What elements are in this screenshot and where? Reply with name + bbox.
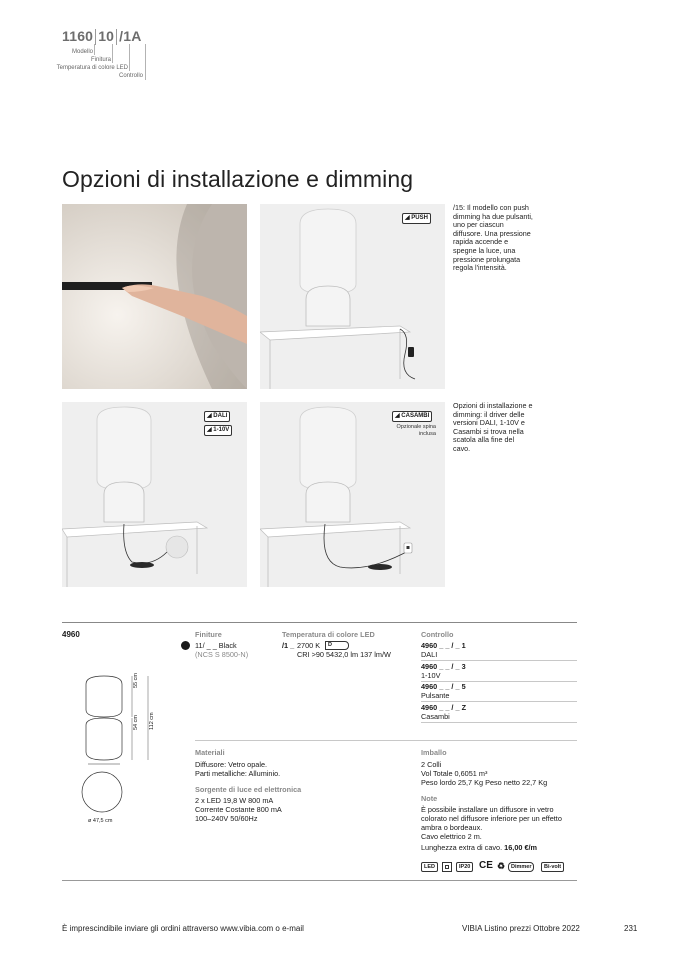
page-title: Opzioni di installazione e dimming xyxy=(62,166,414,192)
control-label: Controllo xyxy=(421,630,454,639)
source-label: Sorgente di luce ed elettronica xyxy=(195,785,302,794)
cable-text: Cavo elettrico 2 m. xyxy=(421,832,482,841)
tag-1-10v: ◢ 1-10V xyxy=(204,425,232,436)
packaging-label: Imballo xyxy=(421,748,447,757)
side-note-push: /15: Il modello con push dimming ha due pulsanti, uno per ciascun diffusore. Una pressione rapida accende e spegne la luce, una pressione prolungata regola l'intensità. xyxy=(453,203,533,273)
notes-label: Note xyxy=(421,794,438,803)
legend-label-model: Modello xyxy=(71,49,93,55)
dim-lower: 54 cm xyxy=(133,715,139,730)
footer-left: È imprescindibile inviare gli ordini attraverso www.vibia.com o e-mail xyxy=(62,924,304,933)
finishes-label: Finiture xyxy=(195,630,222,639)
cct-specs: CRI >90 5432,0 lm 137 lm/W xyxy=(297,650,391,659)
extra-cable-label: Lunghezza extra di cavo. xyxy=(421,843,503,852)
bottom-divider xyxy=(62,880,577,881)
finish-ncs: (NCS S 8500-N) xyxy=(195,650,249,659)
code-control: /1A xyxy=(119,28,142,44)
legend-label-control: Controllo xyxy=(118,73,143,79)
ce-icon: CE xyxy=(479,860,493,871)
casambi-note: Opzionale spina inclusa xyxy=(396,424,436,437)
source-voltage: 100–240V 50/60Hz xyxy=(195,814,258,823)
dim-upper: 55 cm xyxy=(133,673,139,688)
dim-total: 112 cm xyxy=(149,712,155,730)
packaging-volume: Vol Totale 0,6051 m³ xyxy=(421,769,488,778)
extra-cable xyxy=(421,843,537,852)
legend-label-finish: Finitura xyxy=(90,57,111,63)
code-finish: 10 xyxy=(98,28,115,44)
control-row-casambi xyxy=(421,703,577,721)
control-code: 4960 _ _ / _ 3 xyxy=(421,662,466,671)
cct-code: /1 _ xyxy=(282,641,295,650)
material-diffuser: Diffusore: Vetro opale. xyxy=(195,760,268,769)
energy-class: D xyxy=(325,641,349,650)
photo-lamp-push xyxy=(260,204,445,389)
legend-label-cct: Temperatura di colore LED xyxy=(56,65,128,71)
control-row-pulsante xyxy=(421,682,577,700)
control-code: 4960 _ _ / _ 1 xyxy=(421,641,466,650)
finish-code: 11/ _ _ Black xyxy=(195,641,237,650)
tag-casambi: ◢ CASAMBI xyxy=(392,411,432,422)
control-code: 4960 _ _ / _ Z xyxy=(421,703,467,712)
photo-lamp-dali xyxy=(62,402,247,587)
product-model: 4960 xyxy=(62,630,80,639)
code-legend xyxy=(62,28,142,45)
product-drawing xyxy=(62,670,172,835)
finish-swatch xyxy=(181,641,190,650)
control-name: Pulsante xyxy=(421,691,450,700)
class-ii-icon xyxy=(442,862,452,872)
control-row-1-10v xyxy=(421,662,577,680)
control-name: DALI xyxy=(421,650,438,659)
notes-text: È possibile installare un diffusore in vetro colorato nel diffusore inferiore per un effetto ambra o bordeaux. xyxy=(421,805,562,832)
extra-cable-price: 16,00 €/m xyxy=(504,843,538,852)
packaging-parcels: 2 Colli xyxy=(421,760,442,769)
cct-value: 2700 K xyxy=(297,641,321,650)
details-divider xyxy=(195,740,577,741)
materials-label: Materiali xyxy=(195,748,225,757)
material-metal: Parti metalliche: Alluminio. xyxy=(195,769,281,778)
source-current: Corrente Costante 800 mA xyxy=(195,805,282,814)
cct-label: Temperatura di colore LED xyxy=(282,630,375,639)
dim-diameter: ø 47,5 cm xyxy=(88,818,113,824)
control-name: Casambi xyxy=(421,712,450,721)
photo-lamp-casambi xyxy=(260,402,445,587)
code-model: 1160 xyxy=(62,28,94,44)
control-name: 1-10V xyxy=(421,671,441,680)
led-icon: LED xyxy=(421,862,438,872)
side-note-options: Opzioni di installazione e dimming: il driver delle versioni DALI, 1-10V e Casambi si trova nella scatola alla fine del cavo. xyxy=(453,401,533,453)
photo-hand-push xyxy=(62,204,247,389)
control-code: 4960 _ _ / _ 5 xyxy=(421,682,466,691)
tag-dali: ◢ DALI xyxy=(204,411,230,422)
packaging-weight: Peso lordo 25,7 Kg Peso netto 22,7 Kg xyxy=(421,778,548,787)
ip20-icon: IP20 xyxy=(456,862,473,872)
control-row-dali xyxy=(421,641,577,659)
recycle-icon: ♻ xyxy=(497,861,506,871)
footer-page-number: 231 xyxy=(624,924,638,933)
source-led: 2 x LED 19,8 W 800 mA xyxy=(195,796,274,805)
section-divider xyxy=(62,622,577,623)
tag-push: ◢ PUSH xyxy=(402,213,431,224)
dimmer-icon: Dimmer xyxy=(508,862,534,872)
bi-volt-icon: Bi-volt xyxy=(541,862,564,872)
footer-center: VIBIA Listino prezzi Ottobre 2022 xyxy=(462,924,580,933)
